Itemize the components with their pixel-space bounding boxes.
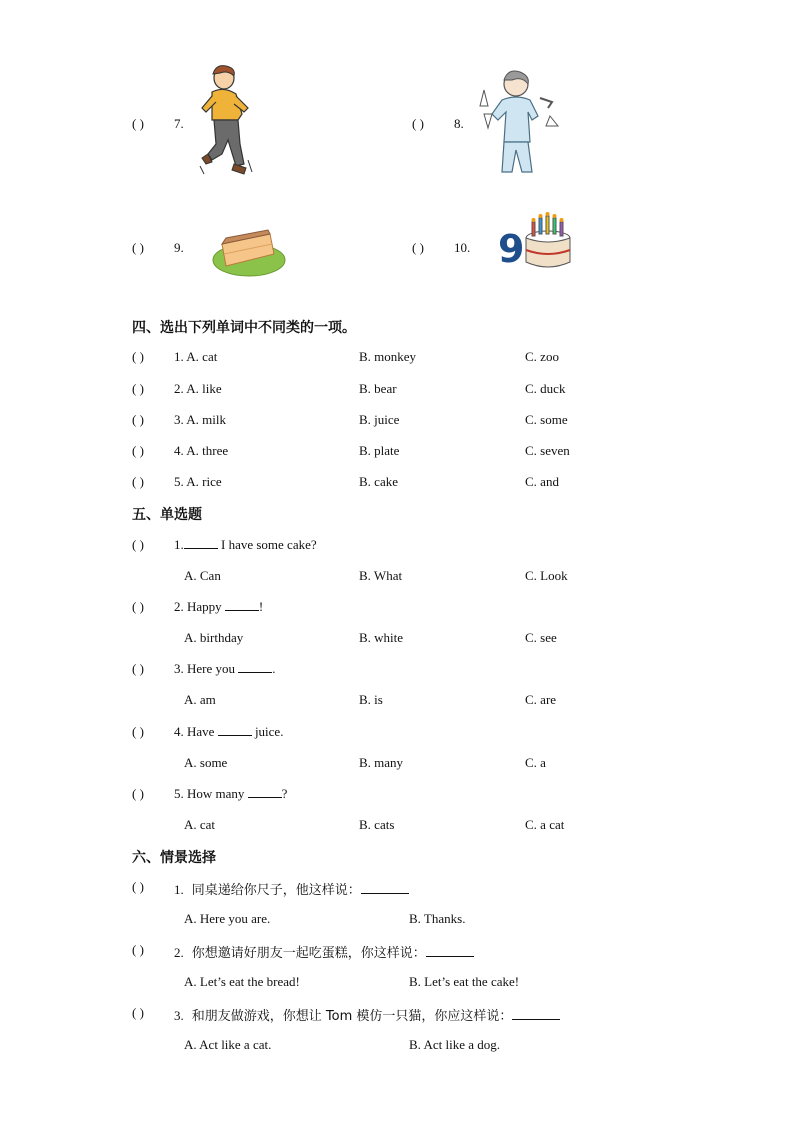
s6-option-b[interactable]: B. Act like a dog.: [409, 1037, 500, 1052]
s5-question: [174, 724, 283, 740]
s5-answer-paren[interactable]: ( ): [132, 724, 144, 739]
item-number-8: 8.: [454, 116, 464, 131]
s5-option-c[interactable]: C. see: [525, 630, 557, 645]
answer-paren-7[interactable]: ( ): [132, 116, 144, 131]
s5-question: [174, 599, 263, 615]
cake-slice-picture: [212, 224, 286, 278]
s4-option-c: C. seven: [525, 443, 570, 458]
question-number: 1.: [174, 882, 184, 897]
question-text: 同桌递给你尺子，他这样说：: [191, 883, 361, 898]
s4-option-a: 4. A. three: [174, 443, 229, 458]
s5-option-c[interactable]: C. a cat: [525, 817, 565, 832]
s6-option-a[interactable]: A. Let’s eat the bread!: [184, 974, 300, 989]
running-boy-picture: [198, 64, 258, 180]
answer-paren-9[interactable]: ( ): [132, 240, 144, 255]
s5-option-b[interactable]: B. is: [359, 692, 383, 707]
s6-option-a[interactable]: A. Here you are.: [184, 911, 271, 926]
s6-answer-paren[interactable]: ( ): [132, 1005, 144, 1020]
s5-option-a[interactable]: A. am: [184, 692, 216, 707]
question-text: .: [272, 661, 276, 676]
question-text: ?: [281, 786, 288, 801]
s4-option-b: B. plate: [359, 443, 400, 458]
s6-answer-paren[interactable]: ( ): [132, 879, 144, 894]
s5-question: [174, 786, 287, 802]
item-number-9: 9.: [174, 240, 184, 255]
question-text: 和朋友做游戏，你想让 Tom 模仿一只猫，你应这样说：: [191, 1009, 513, 1024]
question-text: 2. Happy: [174, 599, 225, 614]
s5-option-c[interactable]: C. a: [525, 755, 546, 770]
s5-answer-paren[interactable]: ( ): [132, 786, 144, 801]
s4-answer-paren[interactable]: ( ): [132, 412, 144, 427]
s5-option-a[interactable]: A. some: [184, 755, 228, 770]
s4-answer-paren[interactable]: ( ): [132, 381, 144, 396]
s5-option-b[interactable]: B. many: [359, 755, 404, 770]
s6-question: [174, 879, 409, 898]
s5-question: [174, 661, 276, 677]
s4-option-c: C. and: [525, 474, 559, 489]
s6-question: [174, 942, 474, 961]
s5-option-a[interactable]: A. cat: [184, 817, 216, 832]
question-text: juice.: [251, 724, 284, 739]
answer-blank[interactable]: [225, 600, 259, 611]
s4-answer-paren[interactable]: ( ): [132, 349, 144, 364]
s4-option-a: 1. A. cat: [174, 349, 218, 364]
answer-blank[interactable]: [361, 883, 409, 894]
s4-option-b: B. monkey: [359, 349, 417, 364]
s5-option-b[interactable]: B. cats: [359, 817, 395, 832]
s4-option-b: B. juice: [359, 412, 400, 427]
s4-option-c: C. zoo: [525, 349, 559, 364]
answer-blank[interactable]: [218, 725, 252, 736]
s6-option-b[interactable]: B. Let’s eat the cake!: [409, 974, 520, 989]
s5-question: [174, 537, 317, 553]
answer-blank[interactable]: [184, 538, 218, 549]
question-text: 3. Here you: [174, 661, 239, 676]
answer-blank[interactable]: [512, 1009, 560, 1020]
s6-question: [174, 1005, 560, 1024]
s5-answer-paren[interactable]: ( ): [132, 537, 144, 552]
item-number-7: 7.: [174, 116, 184, 131]
s5-option-c[interactable]: C. Look: [525, 568, 568, 583]
s4-answer-paren[interactable]: ( ): [132, 443, 144, 458]
answer-paren-8[interactable]: ( ): [412, 116, 424, 131]
answer-blank[interactable]: [426, 946, 474, 957]
s6-option-a[interactable]: A. Act like a cat.: [184, 1037, 272, 1052]
s5-option-a[interactable]: A. birthday: [184, 630, 244, 645]
svg-text:9: 9: [498, 227, 525, 271]
s5-answer-paren[interactable]: ( ): [132, 661, 144, 676]
question-text: I have some cake?: [217, 537, 317, 552]
question-text: 4. Have: [174, 724, 218, 739]
section-4-title: 四、选出下列单词中不同类的一项。: [132, 320, 356, 336]
birthday-cake-nine-picture: [498, 212, 574, 274]
s5-option-b[interactable]: B. What: [359, 568, 403, 583]
question-text: 5. How many: [174, 786, 248, 801]
question-number: 2.: [174, 945, 184, 960]
s5-option-a[interactable]: A. Can: [184, 568, 221, 583]
s5-option-b[interactable]: B. white: [359, 630, 404, 645]
answer-blank[interactable]: [238, 662, 272, 673]
s4-option-a: 3. A. milk: [174, 412, 227, 427]
s4-option-b: B. cake: [359, 474, 398, 489]
question-text: !: [258, 599, 264, 614]
answer-paren-10[interactable]: ( ): [412, 240, 424, 255]
section-5-title: 五、单选题: [132, 507, 202, 523]
s4-option-a: 2. A. like: [174, 381, 222, 396]
s5-option-c[interactable]: C. are: [525, 692, 557, 707]
s5-answer-paren[interactable]: ( ): [132, 599, 144, 614]
question-text: 你想邀请好朋友一起吃蛋糕，你这样说：: [191, 946, 426, 961]
stretching-person-picture: [478, 68, 566, 176]
answer-blank[interactable]: [248, 787, 282, 798]
section-6-title: 六、情景选择: [132, 850, 216, 866]
s4-option-a: 5. A. rice: [174, 474, 222, 489]
s4-option-c: C. some: [525, 412, 568, 427]
question-number: 3.: [174, 1008, 184, 1023]
question-text: 1.: [174, 537, 184, 552]
item-number-10: 10.: [454, 240, 471, 255]
s4-answer-paren[interactable]: ( ): [132, 474, 144, 489]
s4-option-b: B. bear: [359, 381, 397, 396]
s6-answer-paren[interactable]: ( ): [132, 942, 144, 957]
s6-option-b[interactable]: B. Thanks.: [409, 911, 466, 926]
s4-option-c: C. duck: [525, 381, 566, 396]
